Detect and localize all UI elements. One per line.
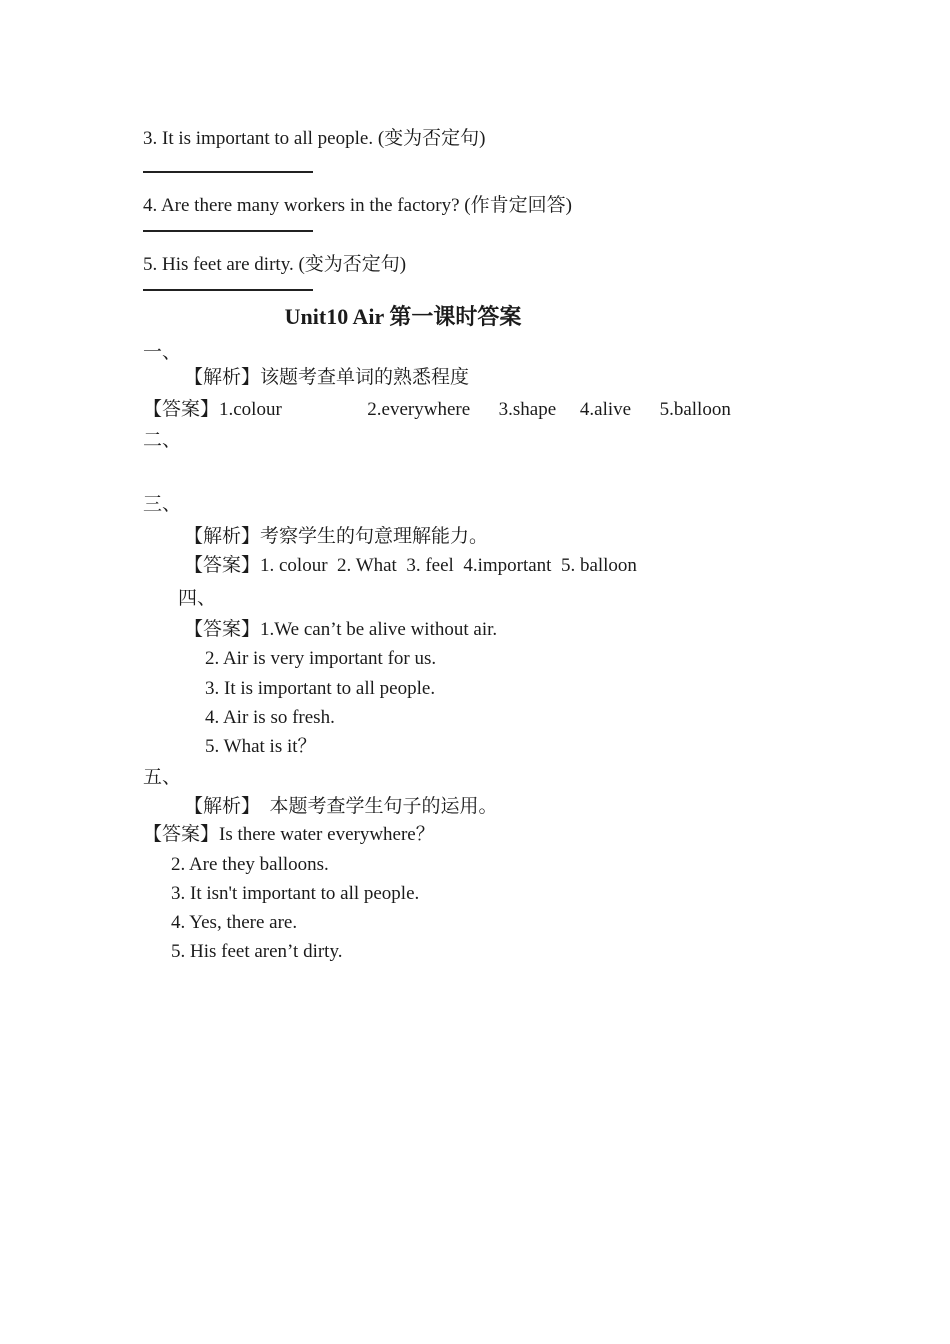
section-3-label: 三、 <box>143 494 182 515</box>
section-1-analysis: 【解析】该题考查单词的熟悉程度 <box>184 367 470 388</box>
section-5-answer-4: 4. Yes, there are. <box>171 912 298 933</box>
question-3: 3. It is important to all people. (变为否定句) <box>143 128 486 149</box>
section-4-answer-3: 3. It is important to all people. <box>205 678 436 699</box>
section-5-analysis: 【解析】 本题考查学生句子的运用。 <box>184 796 498 817</box>
answer-blank-line-1 <box>143 171 313 173</box>
section-2-label: 二、 <box>143 430 182 451</box>
section-4-answer-5: 5. What is it？ <box>205 736 317 757</box>
answer-blank-line-2 <box>143 230 313 232</box>
section-4-label: 四、 <box>178 588 217 609</box>
section-1-label: 一、 <box>143 342 182 363</box>
section-4-answer-1: 【答案】1.We can’t be alive without air. <box>184 619 498 640</box>
section-5-answer-2: 2. Are they balloons. <box>171 854 329 875</box>
answer-blank-line-3 <box>143 289 313 291</box>
section-3-answer: 【答案】1. colour 2. What 3. feel 4.important 5. balloon <box>184 555 637 576</box>
section-5-answer-1: 【答案】Is there water everywhere？ <box>143 824 435 845</box>
section-5-answer-5: 5. His feet aren’t dirty. <box>171 941 343 962</box>
section-5-answer-3: 3. It isn't important to all people. <box>171 883 420 904</box>
question-5: 5. His feet are dirty. (变为否定句) <box>143 254 407 275</box>
page-title: Unit10 Air 第一课时答案 <box>284 304 522 329</box>
section-4-answer-4: 4. Air is so fresh. <box>205 707 335 728</box>
section-5-label: 五、 <box>143 767 182 788</box>
section-3-analysis: 【解析】考察学生的句意理解能力。 <box>184 526 489 547</box>
section-1-answer: 【答案】1.colour 2.everywhere 3.shape 4.alive 5.balloon <box>143 399 731 420</box>
question-4: 4. Are there many workers in the factory? (作肯定回答) <box>143 195 572 216</box>
section-4-answer-2: 2. Air is very important for us. <box>205 648 437 669</box>
